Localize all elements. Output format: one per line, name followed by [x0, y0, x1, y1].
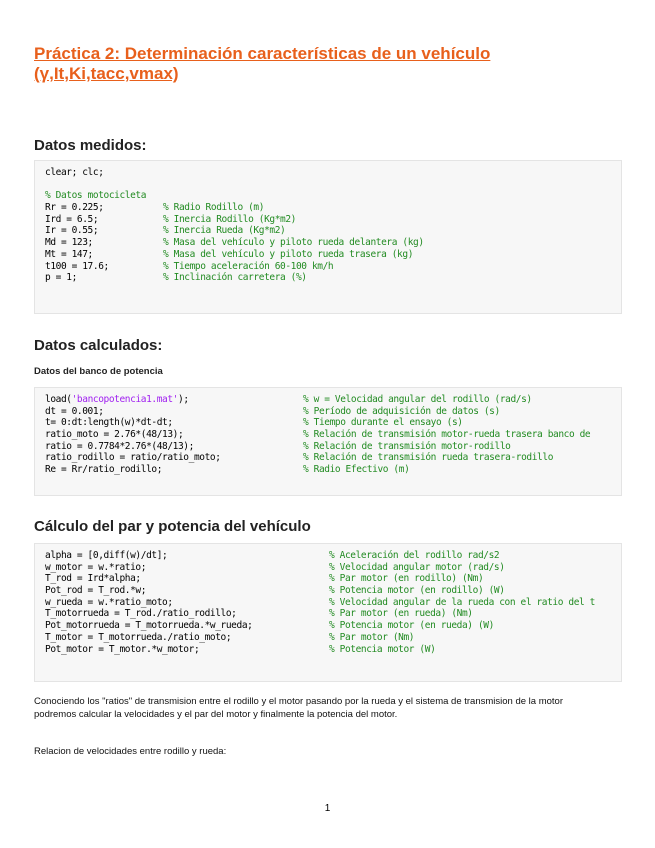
code-line [45, 562, 621, 574]
code-comment: % Relación de transmisión motor-rodillo [303, 440, 511, 452]
paragraph-relacion-velocidades: Relacion de velocidades entre rodillo y rueda: [34, 746, 227, 757]
code-text: Re = Rr/ratio_rodillo; [45, 464, 163, 476]
code-text: ratio_rodillo = ratio/ratio_moto; [45, 452, 221, 464]
code-comment: % Tiempo aceleración 60-100 km/h [163, 260, 334, 272]
page-number: 1 [324, 803, 331, 814]
code-line [45, 272, 621, 284]
code-line [45, 417, 621, 429]
page-title: Práctica 2: Determinación características de un vehículo (γ,It,Ki,tacc,vmax) [34, 44, 491, 83]
code-text: Pot_motor = T_motor.*w_motor; [45, 643, 200, 655]
code-comment: % w = Velocidad angular del rodillo (rad/s) [303, 394, 532, 405]
code-line [45, 237, 621, 249]
subheading-banco-potencia: Datos del banco de potencia [34, 366, 163, 377]
code-line [45, 585, 621, 597]
heading-calculo-par: Cálculo del par y potencia del vehículo [34, 518, 311, 535]
code-block-datos-medidos [34, 160, 622, 314]
code-line: clear; clc; [45, 167, 104, 178]
code-text: Pot_rod = T_rod.*w; [45, 585, 147, 597]
code-line [45, 464, 621, 476]
paragraph-ratios: Conociendo los "ratios" de transmision entre el rodillo y el motor pasando por la rueda y el sistema de transmision de la motor podremos calcular la velocidades y el par del motor y finalmente la potencia del motor. [34, 696, 563, 720]
code-line [45, 249, 621, 261]
heading-datos-medidos: Datos medidos: [34, 137, 147, 154]
code-text: T_rod = Ird*alpha; [45, 573, 141, 585]
code-text: T_motor = T_motorrueda./ratio_moto; [45, 631, 232, 643]
code-text: Md = 123; [45, 237, 93, 249]
code-text: t100 = 17.6; [45, 260, 109, 272]
code-text: ratio_moto = 2.76*(48/13); [45, 429, 184, 441]
code-comment: % Velocidad angular motor (rad/s) [329, 561, 505, 573]
code-block-banco-potencia [34, 387, 622, 496]
code-line [45, 441, 621, 453]
code-string: 'bancopotencia1.mat' [71, 394, 178, 405]
code-text: T_motorrueda = T_rod./ratio_rodillo; [45, 608, 237, 620]
code-line [45, 394, 621, 406]
code-text: ratio = 0.7784*2.76*(48/13); [45, 440, 194, 452]
code-comment: % Radio Rodillo (m) [163, 202, 265, 214]
code-comment: % Velocidad angular de la rueda con el ratio del t [329, 596, 595, 608]
code-line [45, 597, 621, 609]
code-text: Pot_motorrueda = T_motorrueda.*w_rueda; [45, 620, 253, 632]
heading-datos-calculados: Datos calculados: [34, 337, 163, 354]
code-line [45, 406, 621, 418]
code-text: dt = 0.001; [45, 405, 104, 417]
code-text: p = 1; [45, 272, 77, 284]
code-comment: % Par motor (Nm) [329, 631, 415, 643]
code-line [45, 620, 621, 632]
code-line [45, 214, 621, 226]
code-line [45, 429, 621, 441]
code-line [45, 202, 621, 214]
code-comment: % Relación de transmisión motor-rueda trasera banco de [303, 429, 591, 441]
code-comment: % Relación de transmisión rueda trasera-rodillo [303, 452, 554, 464]
code-comment: % Datos motocicleta [45, 190, 147, 202]
code-comment: % Par motor (en rueda) (Nm) [329, 608, 473, 620]
code-text: alpha = [0,diff(w)/dt]; [45, 550, 168, 561]
code-text: w_rueda = w.*ratio_moto; [45, 596, 173, 608]
code-line [45, 225, 621, 237]
code-comment: % Inercia Rueda (Kg*m2) [163, 225, 286, 237]
code-text: load( [45, 394, 72, 405]
code-text: Rr = 0.225; [45, 202, 104, 214]
code-comment: % Tiempo durante el ensayo (s) [303, 417, 463, 429]
code-text: ); [178, 394, 189, 405]
code-comment: % Potencia motor (W) [329, 643, 436, 655]
code-comment: % Radio Efectivo (m) [303, 464, 410, 476]
code-comment: % Inercia Rodillo (Kg*m2) [163, 213, 296, 225]
code-line [45, 632, 621, 644]
code-comment: % Masa del vehículo y piloto rueda trasera (kg) [163, 248, 414, 260]
code-text: Mt = 147; [45, 248, 93, 260]
code-comment: % Período de adquisición de datos (s) [303, 405, 500, 417]
code-comment: % Potencia motor (en rodillo) (W) [329, 585, 505, 597]
code-line [45, 573, 621, 585]
code-line [45, 261, 621, 273]
code-line [45, 452, 621, 464]
code-text: t= 0:dt:length(w)*dt-dt; [45, 417, 173, 429]
code-line [45, 550, 621, 562]
code-comment: % Inclinación carretera (%) [163, 272, 307, 284]
code-text: Ir = 0.55; [45, 225, 99, 237]
code-line-blank [45, 179, 621, 191]
code-text: Ird = 6.5; [45, 213, 99, 225]
code-comment: % Par motor (en rodillo) (Nm) [329, 573, 484, 585]
code-block-calculo-par [34, 543, 622, 682]
code-comment: % Aceleración del rodillo rad/s2 [329, 550, 500, 561]
code-line [45, 608, 621, 620]
code-comment: % Potencia motor (en rueda) (W) [329, 620, 494, 632]
code-text: w_motor = w.*ratio; [45, 561, 147, 573]
code-comment: % Masa del vehículo y piloto rueda delantera (kg) [163, 237, 424, 249]
code-line [45, 644, 621, 656]
